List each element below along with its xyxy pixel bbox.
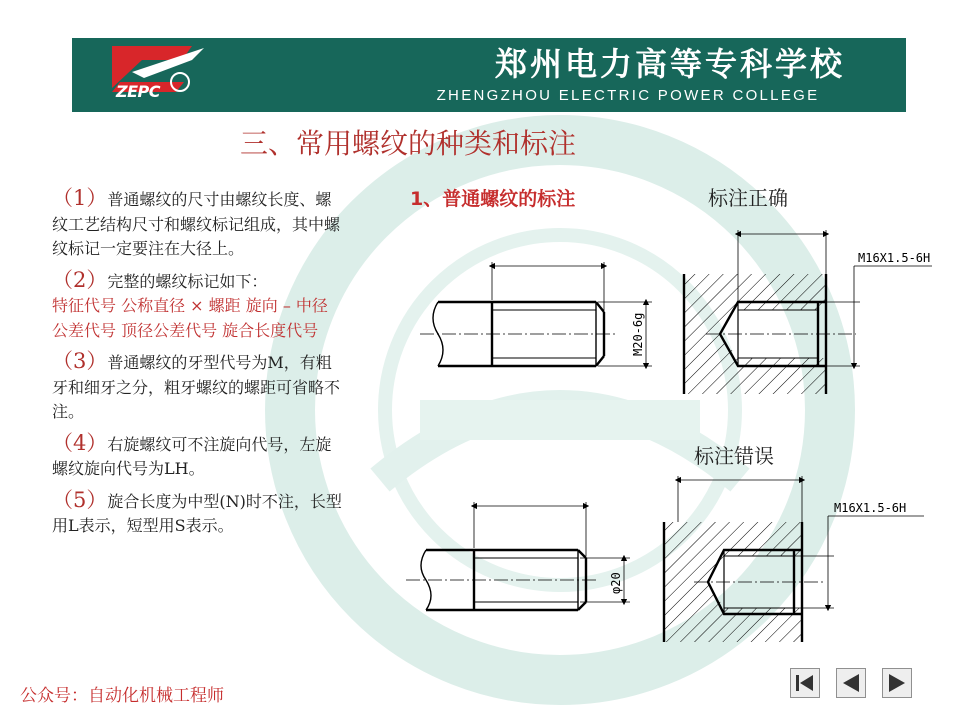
first-icon	[791, 669, 819, 697]
previous-icon	[837, 669, 865, 697]
wrong-external-dimension: φ20	[609, 572, 623, 594]
note-number: （5）	[52, 487, 108, 512]
note-number: （3）	[52, 349, 108, 373]
notes-column	[52, 186, 342, 545]
note-number: （2）	[52, 267, 108, 292]
next-icon	[883, 669, 911, 697]
note-1	[52, 186, 342, 262]
note-text: 右旋螺纹可不注旋向代号，左旋螺纹旋向代号为LH。	[52, 434, 332, 478]
college-name-english: ZHENGZHOU ELECTRIC POWER COLLEGE	[436, 87, 820, 104]
note-text: 普通螺纹的尺寸由螺纹长度、螺纹工艺结构尺寸和螺纹标记组成，其中螺纹标记一定要注在大径上。	[52, 190, 341, 258]
external-thread-wrong-drawing	[398, 496, 640, 616]
college-name-chinese: 郑州电力高等专科学校	[494, 45, 845, 83]
note-2	[52, 268, 342, 344]
previous-slide-button[interactable]	[836, 668, 866, 698]
note-text: 普通螺纹的牙型代号为M，有粗牙和细牙之分，粗牙螺纹的螺距可省略不注。	[52, 353, 341, 421]
footer-account: 公众号：自动化机械工程师	[20, 686, 224, 706]
note-text: 完整的螺纹标记如下：	[107, 271, 268, 291]
note-number: （4）	[52, 430, 108, 455]
external-thread-correct-drawing	[416, 240, 668, 382]
header-banner	[72, 38, 906, 112]
first-slide-button[interactable]	[790, 668, 820, 698]
wrong-internal-dimension: M16X1.5-6H	[834, 501, 907, 515]
page-title: 三、常用螺纹的种类和标注	[240, 127, 577, 160]
wrong-label: 标注错误	[694, 444, 774, 468]
note-number: （1）	[52, 186, 108, 210]
note-4	[52, 431, 342, 482]
section-subtitle: 1、普通螺纹的标注	[410, 188, 576, 210]
note-3	[52, 349, 342, 425]
note-text: 旋合长度为中型(N)时不注，长型用L表示，短型用S表示。	[52, 491, 342, 535]
internal-thread-dimension: M16X1.5-6H	[858, 251, 931, 265]
college-logo	[72, 38, 242, 112]
next-slide-button[interactable]	[882, 668, 912, 698]
correct-label: 标注正确	[708, 186, 788, 210]
thread-mark-format: 特征代号 公称直径 × 螺距 旋向 – 中径公差代号 顶径公差代号 旋合长度代号	[52, 296, 328, 340]
internal-thread-correct-drawing	[676, 222, 948, 404]
note-5	[52, 488, 342, 539]
logo-text: ZEPC	[116, 82, 160, 101]
external-thread-dimension: M20-6g	[631, 312, 645, 356]
internal-thread-wrong-drawing	[654, 470, 936, 650]
